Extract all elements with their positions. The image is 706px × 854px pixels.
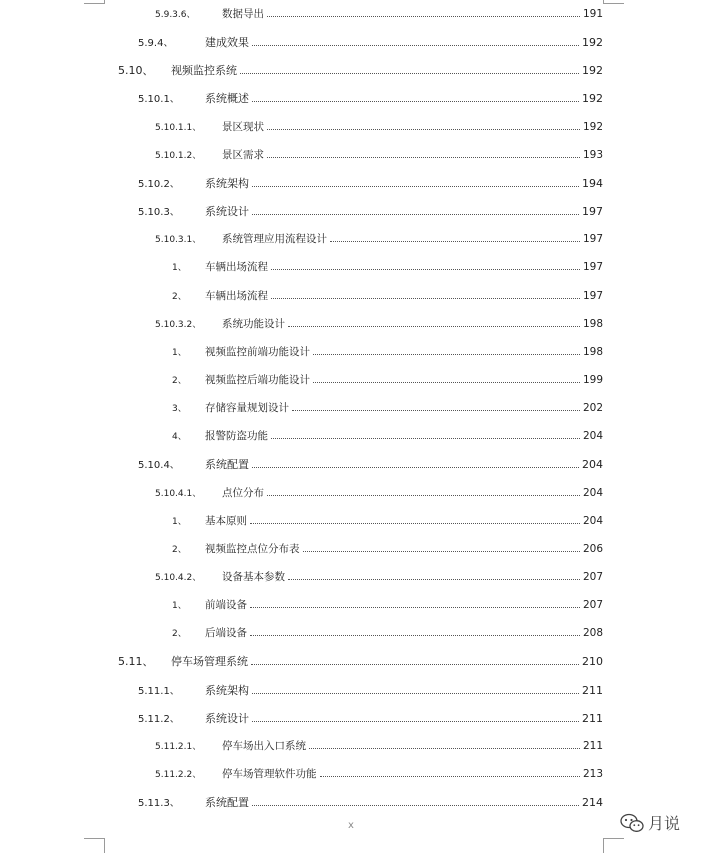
toc-entry-page-number: 204 <box>582 486 603 499</box>
toc-entry-number: 5.11.3、 <box>138 798 180 810</box>
toc-dot-leader <box>252 36 579 46</box>
toc-entry-page-number: 197 <box>582 261 603 274</box>
toc-entry[interactable] <box>118 62 603 80</box>
toc-entry[interactable] <box>172 513 603 531</box>
page-footer-marker: x <box>348 820 354 831</box>
toc-dot-leader <box>252 796 579 806</box>
toc-dot-leader <box>309 739 580 749</box>
toc-entry-title: 停车场管理软件功能 <box>222 768 317 780</box>
toc-entry-page-number: 192 <box>582 64 603 78</box>
toc-entry-page-number: 211 <box>582 739 603 752</box>
toc-entry-number: 1、 <box>172 347 187 358</box>
toc-entry-title: 系统配置 <box>205 796 249 810</box>
toc-entry[interactable] <box>138 175 603 193</box>
toc-entry-number: 2、 <box>172 544 187 555</box>
toc-entry-page-number: 204 <box>582 458 603 472</box>
toc-entry[interactable] <box>138 90 603 108</box>
toc-dot-leader <box>292 401 580 411</box>
toc-dot-leader <box>251 655 579 665</box>
toc-entry-page-number: 213 <box>582 768 603 780</box>
toc-entry-title: 后端设备 <box>205 627 247 640</box>
toc-entry-title: 系统设计 <box>205 711 249 725</box>
toc-entry-title: 前端设备 <box>205 599 247 612</box>
toc-entry[interactable] <box>172 597 603 615</box>
toc-entry[interactable] <box>138 34 603 52</box>
toc-entry-page-number: 197 <box>582 233 603 246</box>
toc-dot-leader <box>252 205 579 215</box>
toc-entry-number: 5.10.2、 <box>138 178 180 190</box>
toc-dot-leader <box>271 260 580 270</box>
toc-entry-title: 视频监控后端功能设计 <box>205 373 310 386</box>
toc-entry[interactable] <box>172 428 603 446</box>
toc-dot-leader <box>252 92 579 102</box>
toc-entry-number: 5.10.1、 <box>138 94 180 106</box>
toc-entry[interactable] <box>118 653 603 671</box>
toc-entry-title: 系统功能设计 <box>222 317 285 330</box>
toc-entry[interactable] <box>172 400 603 418</box>
toc-entry-number: 5.11.2、 <box>138 713 180 725</box>
toc-entry-number: 5.10.1.2、 <box>155 150 202 161</box>
toc-entry[interactable] <box>155 738 603 756</box>
toc-entry-page-number: 192 <box>582 92 603 106</box>
toc-dot-leader <box>267 486 580 496</box>
watermark <box>620 811 680 834</box>
toc-entry-page-number: 211 <box>582 711 603 725</box>
toc-dot-leader <box>252 177 579 187</box>
toc-entry-number: 5.10.4.2、 <box>155 573 202 583</box>
toc-entry-number: 2、 <box>172 375 187 386</box>
toc-entry-page-number: 192 <box>582 36 603 50</box>
toc-entry-title: 停车场出入口系统 <box>222 739 306 752</box>
toc-entry-number: 5.11.1、 <box>138 685 180 697</box>
toc-entry-page-number: 211 <box>582 683 603 697</box>
toc-entry[interactable] <box>138 456 603 474</box>
watermark-text: 月说 <box>648 814 681 833</box>
toc-dot-leader <box>288 570 580 580</box>
toc-entry[interactable] <box>155 766 603 784</box>
toc-entry-page-number: 210 <box>582 655 603 669</box>
toc-entry-page-number: 208 <box>582 627 603 640</box>
toc-entry-number: 5.11.2.2、 <box>155 770 202 780</box>
toc-entry-title: 车辆出场流程 <box>205 261 268 274</box>
toc-entry-page-number: 207 <box>582 599 603 612</box>
toc-dot-leader <box>271 429 580 439</box>
toc-entry-page-number: 204 <box>582 514 603 527</box>
toc-entry-title: 系统配置 <box>205 458 249 472</box>
toc-entry-number: 5.10、 <box>118 64 154 78</box>
toc-entry-number: 5.11、 <box>118 655 154 669</box>
toc-dot-leader <box>320 767 580 777</box>
toc-entry[interactable] <box>172 259 603 277</box>
toc-entry[interactable] <box>155 316 603 334</box>
toc-entry-title: 报警防盗功能 <box>205 430 268 443</box>
toc-entry-title: 停车场管理系统 <box>171 655 248 669</box>
toc-dot-leader <box>267 7 580 17</box>
toc-dot-leader <box>267 120 580 130</box>
toc-dot-leader <box>267 148 580 158</box>
toc-entry-number: 1、 <box>172 263 187 274</box>
toc-dot-leader <box>250 514 580 524</box>
toc-dot-leader <box>313 373 580 383</box>
toc-entry[interactable] <box>172 288 603 306</box>
toc-dot-leader <box>330 232 580 242</box>
toc-entry[interactable] <box>172 372 603 390</box>
toc-entry-number: 3、 <box>172 404 187 415</box>
toc-entry[interactable] <box>172 344 603 362</box>
toc-entry[interactable] <box>155 6 603 24</box>
toc-entry-number: 5.10.4、 <box>138 460 180 472</box>
toc-dot-leader <box>250 626 580 636</box>
toc-entry[interactable] <box>155 119 603 137</box>
toc-entry[interactable] <box>155 231 603 249</box>
toc-entry-page-number: 198 <box>582 345 603 358</box>
toc-dot-leader <box>313 345 580 355</box>
toc-entry[interactable] <box>155 147 603 165</box>
toc-entry-page-number: 198 <box>582 317 603 330</box>
toc-dot-leader <box>240 64 579 74</box>
toc-dot-leader <box>252 712 579 722</box>
toc-entry-number: 5.10.4.1、 <box>155 488 202 499</box>
toc-entry-number: 1、 <box>172 516 187 527</box>
toc-entry-number: 2、 <box>172 291 187 302</box>
toc-entry-page-number: 192 <box>582 120 603 133</box>
toc-entry-page-number: 194 <box>582 176 603 190</box>
toc-entry[interactable] <box>138 203 603 221</box>
toc-dot-leader <box>303 542 580 552</box>
toc-entry-page-number: 214 <box>582 796 603 810</box>
toc-entry-title: 系统管理应用流程设计 <box>222 233 327 246</box>
toc-entry[interactable] <box>155 569 603 587</box>
toc-entry[interactable] <box>138 794 603 812</box>
toc-entry-title: 景区需求 <box>222 148 264 161</box>
toc-entry-page-number: 202 <box>582 402 603 415</box>
toc-entry-title: 基本原则 <box>205 514 247 527</box>
crop-mark-bottom-right <box>603 838 624 853</box>
toc-entry-number: 5.9.3.6、 <box>155 10 196 20</box>
toc-entry-page-number: 191 <box>582 8 603 20</box>
toc-entry-title: 系统设计 <box>205 205 249 218</box>
toc-entry-number: 1、 <box>172 601 187 612</box>
toc-entry-number: 2、 <box>172 629 187 640</box>
toc-dot-leader <box>252 458 579 468</box>
toc-entry-number: 5.9.4、 <box>138 38 174 50</box>
toc-entry-page-number: 197 <box>582 205 603 218</box>
toc-entry-title: 视频监控点位分布表 <box>205 542 300 555</box>
toc-entry-number: 5.10.1.1、 <box>155 122 202 133</box>
toc-entry-title: 系统概述 <box>205 92 249 106</box>
toc-dot-leader <box>271 289 580 299</box>
toc-entry-title: 点位分布 <box>222 486 264 499</box>
toc-entry-title: 视频监控前端功能设计 <box>205 345 310 358</box>
toc-entry-page-number: 197 <box>582 289 603 302</box>
toc-entry[interactable] <box>138 710 603 728</box>
toc-entry-title: 景区现状 <box>222 120 264 133</box>
toc-entry-title: 系统架构 <box>205 683 249 697</box>
toc-entry-page-number: 204 <box>582 430 603 443</box>
toc-entry-number: 5.10.3、 <box>138 207 180 218</box>
toc-entry-title: 设备基本参数 <box>222 571 285 583</box>
toc-entry-number: 5.11.2.1、 <box>155 741 202 752</box>
toc-entry-page-number: 193 <box>582 148 603 161</box>
toc-entry-number: 5.10.3.1、 <box>155 235 202 246</box>
toc-entry-title: 数据导出 <box>222 8 264 20</box>
toc-entry[interactable] <box>172 541 603 559</box>
toc-entry-page-number: 199 <box>582 373 603 386</box>
toc-entry-number: 5.10.3.2、 <box>155 319 202 330</box>
toc-dot-leader <box>250 598 580 608</box>
toc-entry-title: 车辆出场流程 <box>205 289 268 302</box>
toc-entry[interactable] <box>172 625 603 643</box>
toc-dot-leader <box>252 684 579 694</box>
toc-entry-page-number: 206 <box>582 542 603 555</box>
wechat-logo-icon <box>620 813 644 833</box>
toc-entry-title: 系统架构 <box>205 176 249 190</box>
toc-entry[interactable] <box>138 682 603 700</box>
crop-mark-bottom-left <box>84 838 105 853</box>
toc-entry-page-number: 207 <box>582 571 603 583</box>
toc-entry-title: 视频监控系统 <box>171 64 237 78</box>
toc-entry-number: 4、 <box>172 432 187 443</box>
toc-dot-leader <box>288 317 580 327</box>
toc-entry-title: 建成效果 <box>205 36 249 50</box>
toc-entry[interactable] <box>155 485 603 503</box>
toc-entry-title: 存储容量规划设计 <box>205 402 289 415</box>
